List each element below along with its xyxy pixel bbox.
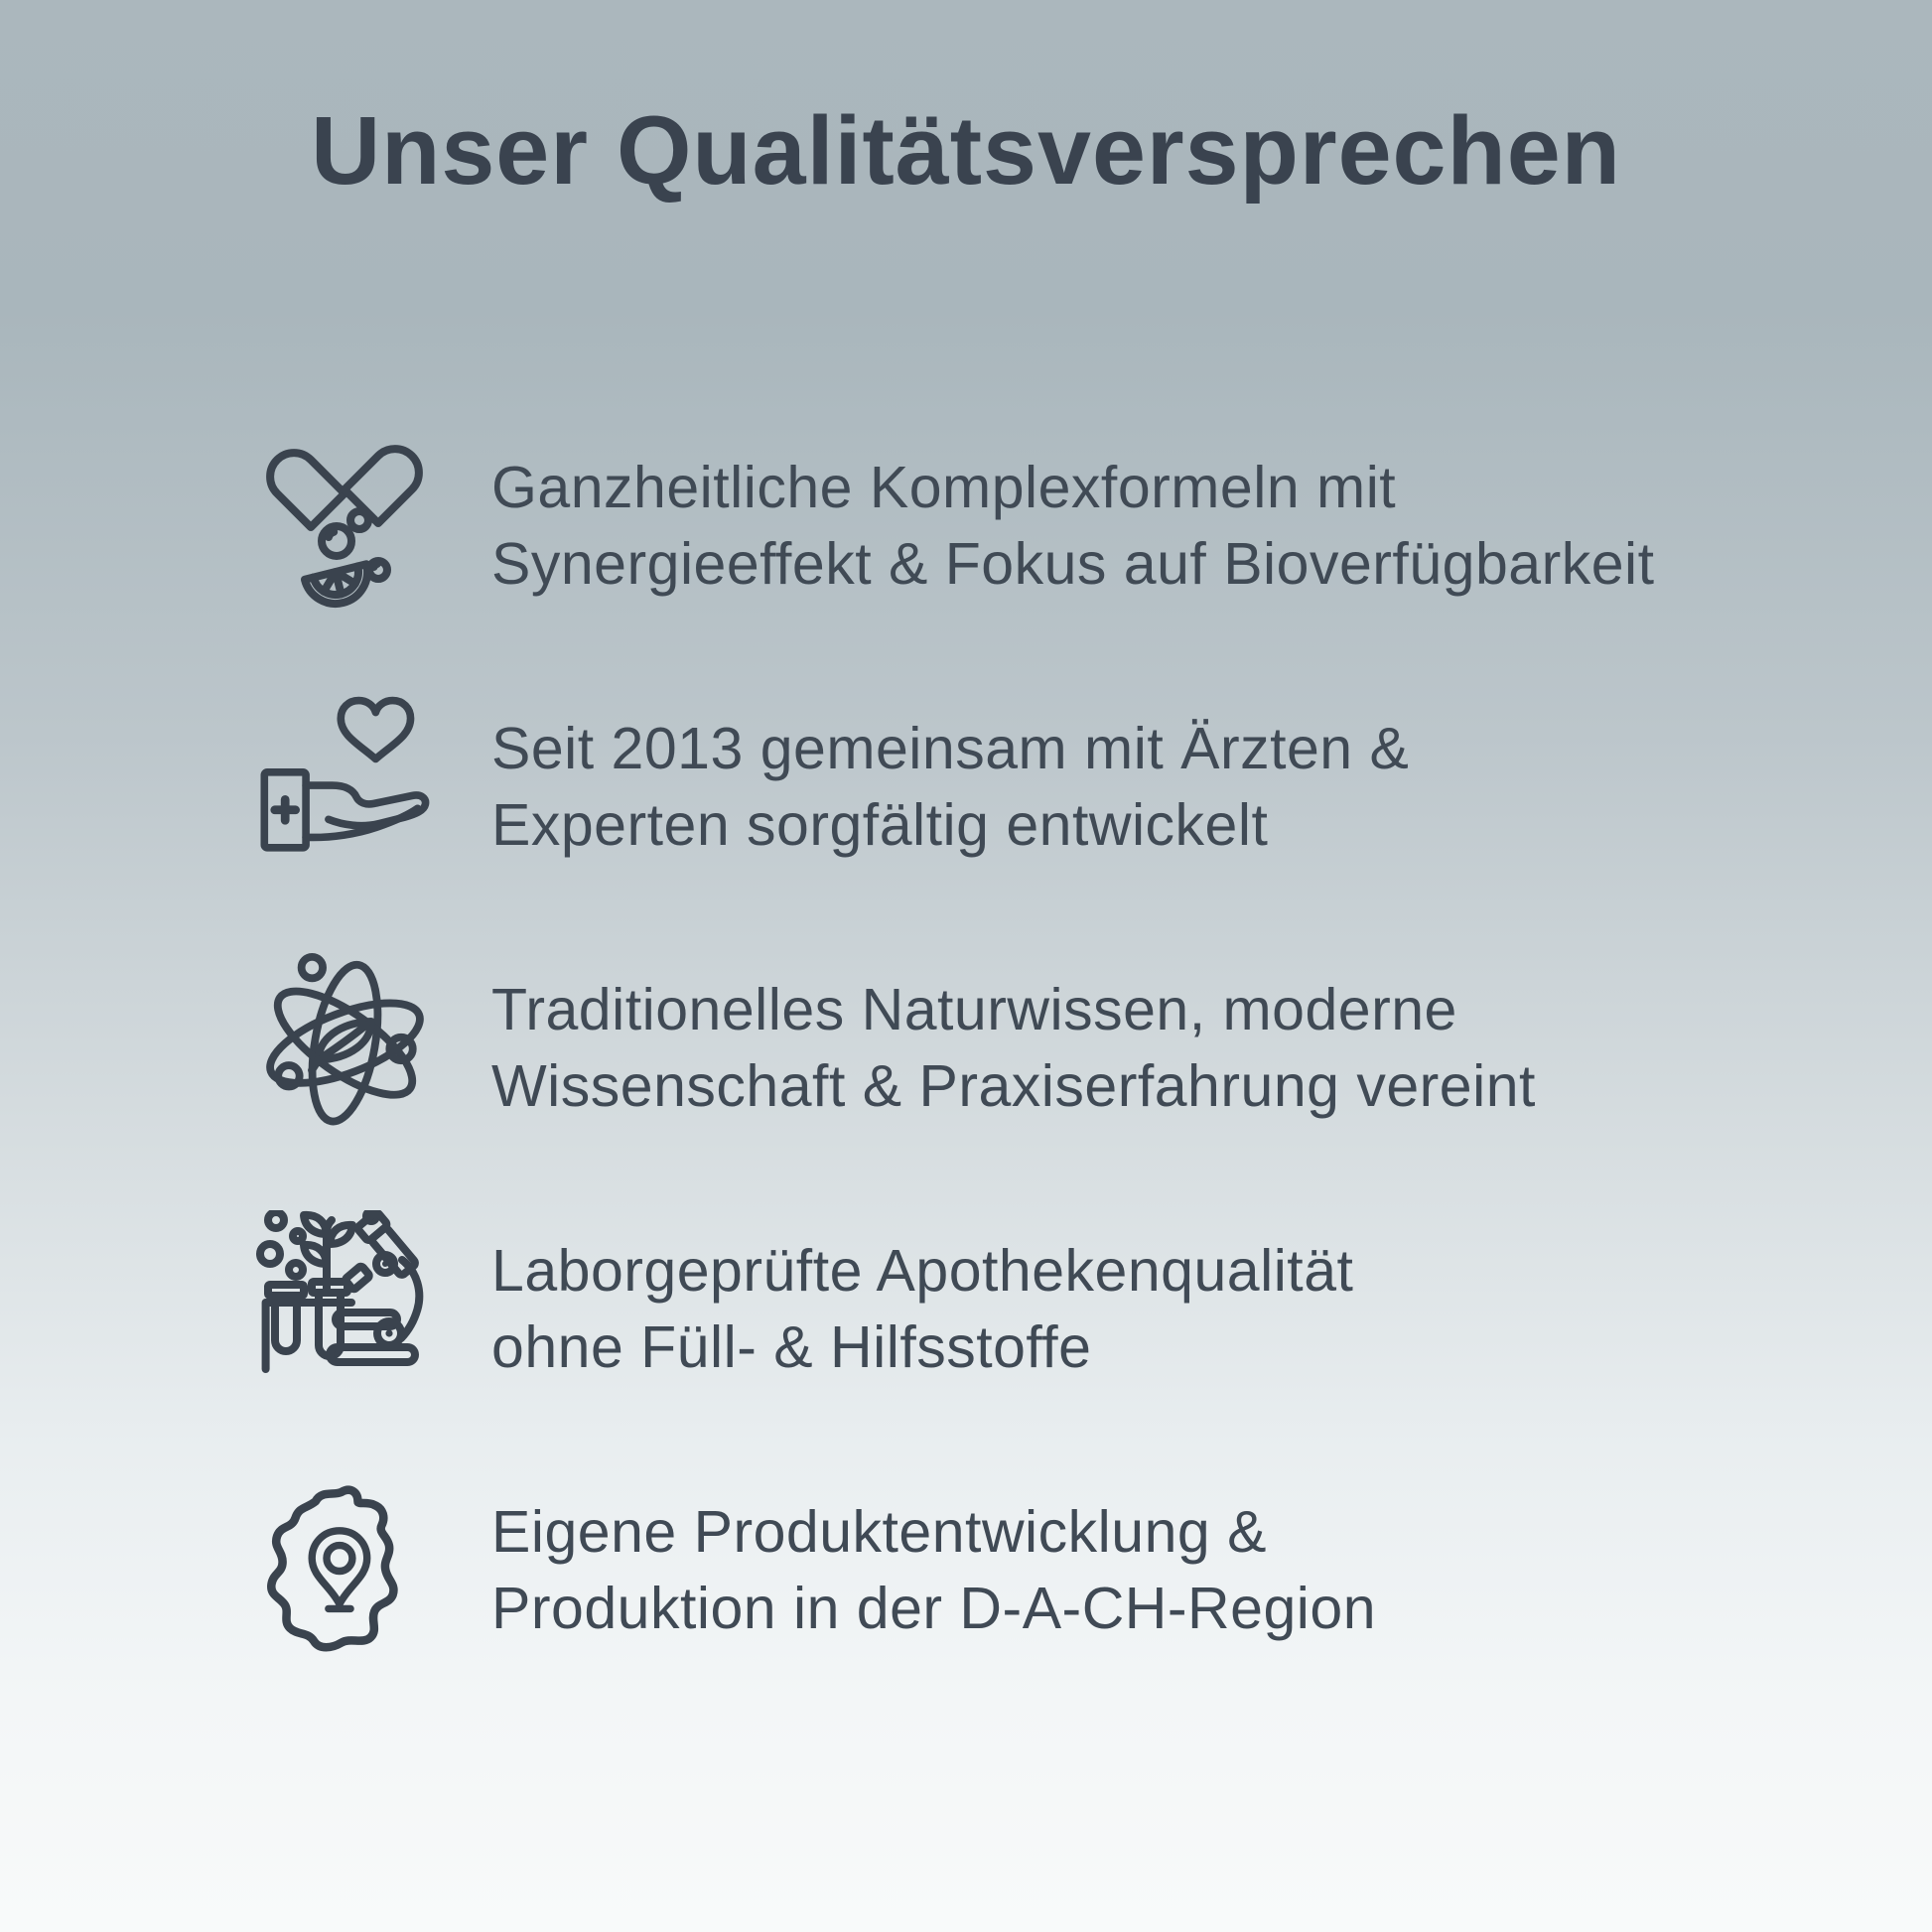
promise-line-1: Traditionelles Naturwissen, moderne (491, 977, 1457, 1042)
promise-row-dach-production (228, 1471, 1932, 1670)
promise-line-1: Seit 2013 gemeinsam mit Ärzten & (491, 716, 1410, 781)
promise-list (0, 427, 1932, 1670)
promise-row-complex-formulas (228, 427, 1932, 625)
promise-text (491, 711, 1409, 864)
promise-row-expert-development (228, 688, 1932, 887)
promise-line-2: Experten sorgfältig entwickelt (491, 792, 1269, 858)
promise-text (491, 1233, 1353, 1386)
promise-row-science-nature (228, 949, 1932, 1148)
promise-line-1: Laborgeprüfte Apothekenqualität (491, 1238, 1354, 1304)
atom-leaf-icon (228, 952, 462, 1146)
promise-line-1: Ganzheitliche Komplexformeln mit (491, 455, 1397, 520)
promise-row-lab-quality (228, 1210, 1932, 1409)
promise-line-2: Produktion in der D-A-CH-Region (491, 1576, 1377, 1641)
page-title: Unser Qualitätsversprechen (311, 96, 1621, 205)
heart-hand-icon (228, 693, 462, 882)
promise-text (491, 972, 1536, 1125)
promise-text (491, 1494, 1376, 1647)
microscope-lab-icon (228, 1210, 462, 1409)
promise-line-2: Synergieeffekt & Fokus auf Bioverfügbarkeit (491, 531, 1655, 597)
promise-text (491, 450, 1655, 603)
promise-line-1: Eigene Produktentwicklung & (491, 1499, 1267, 1565)
capsules-citrus-icon (228, 427, 462, 625)
germany-map-pin-icon (228, 1479, 462, 1663)
promise-line-2: Wissenschaft & Praxiserfahrung vereint (491, 1053, 1536, 1119)
promise-line-2: ohne Füll- & Hilfsstoffe (491, 1314, 1092, 1380)
